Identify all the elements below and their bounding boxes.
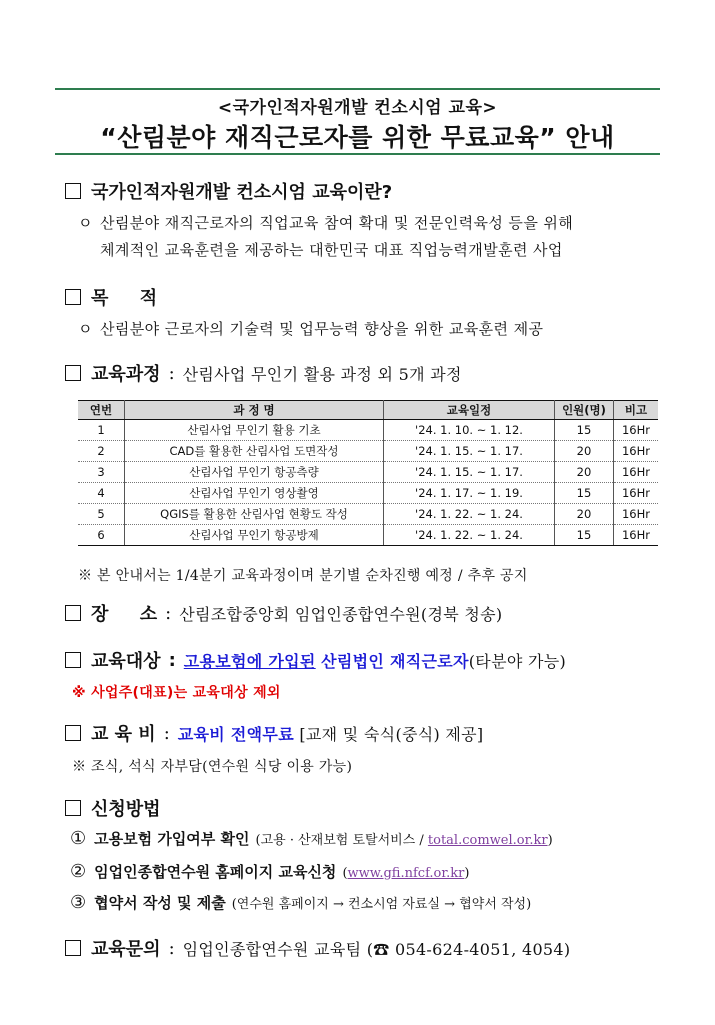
step-number: ③ (70, 892, 87, 913)
target-warning: ※ 사업주(대표)는 교육대상 제외 (72, 685, 281, 701)
col-header: 연번 (78, 401, 125, 420)
section-fee-heading: 교 육 비 : 교육비 전액무료 [교재 및 숙식(중식) 제공] (65, 720, 483, 746)
table-row: 6 산림사업 무인기 항공방제 '24. 1. 22. ~ 1. 24. 15 16Hr (78, 525, 658, 546)
checkbox-square-icon (65, 652, 81, 668)
course-table (78, 400, 658, 546)
table-row: 4 산림사업 무인기 영상촬영 '24. 1. 17. ~ 1. 19. 15 16Hr (78, 483, 658, 504)
table-header-row (78, 401, 658, 420)
purpose-text: ㅇ 산림분야 근로자의 기술력 및 업무능력 향상을 위한 교육훈련 제공 (78, 316, 543, 343)
target-extra: (타분야 가능) (468, 651, 567, 671)
target-insured: 고용보험에 가입된 (183, 651, 316, 671)
courses-note: ※ 본 안내서는 1/4분기 교육과정이며 분기별 순차진행 예정 / 추후 공지 (78, 568, 528, 584)
courses-summary: 산림사업 무인기 활용 과정 외 5개 과정 (182, 364, 462, 384)
section-heading: 국가인적자원개발 컨소시엄 교육이란? (91, 182, 393, 203)
contact-phone: 054-624-4051, 4054) (394, 939, 571, 959)
col-header: 비고 (614, 401, 659, 420)
table-row: 2 CAD를 활용한 산림사업 도면작성 '24. 1. 15. ~ 1. 17. 20 16Hr (78, 441, 658, 462)
checkbox-square-icon (65, 289, 81, 305)
bottom-rule (55, 153, 660, 155)
section-heading: 교육대상 (91, 651, 161, 672)
contact-text: 임업인종합연수원 교육팀 ( (182, 939, 374, 959)
bullet-icon: ㅇ (78, 214, 93, 232)
col-header: 교육일정 (384, 401, 555, 420)
step-label: 고용보험 가입여부 확인 (94, 830, 250, 848)
fee-highlight: 교육비 전액무료 (177, 724, 294, 744)
section-heading: 교육과정 (91, 364, 161, 385)
step-label: 임업인종합연수원 홈페이지 교육신청 (94, 863, 337, 881)
table-row: 1 산림사업 무인기 활용 기초 '24. 1. 10. ~ 1. 12. 15 16Hr (78, 420, 658, 441)
checkbox-square-icon (65, 365, 81, 381)
table-row: 5 QGIS를 활용한 산림사업 현황도 작성 '24. 1. 22. ~ 1. 24. 20 16Hr (78, 504, 658, 525)
col-header: 인원(명) (555, 401, 614, 420)
step-number: ① (70, 828, 87, 849)
about-text: ㅇ 산림분야 재직근로자의 직업교육 참여 확대 및 전문인력육성 등을 위해 체계적인 교육훈련을 제공하는 대한민국 대표 직업능력개발훈련 사업 (78, 210, 573, 264)
section-heading: 장 소 (91, 604, 158, 625)
apply-step-1: ① 고용보험 가입여부 확인 (고용 · 산재보험 토탈서비스 / total.comwel.or.kr) (70, 828, 553, 849)
page-subtitle: <국가인적자원개발 컨소시엄 교육> (217, 98, 498, 118)
section-courses-heading: 교육과정 : 산림사업 무인기 활용 과정 외 5개 과정 (65, 360, 462, 386)
section-venue-heading: 장 소 : 산림조합중앙회 임업인종합연수원(경북 청송) (65, 600, 502, 626)
section-about-heading (65, 178, 392, 204)
table-row: 3 산림사업 무인기 항공측량 '24. 1. 15. ~ 1. 17. 20 16Hr (78, 462, 658, 483)
phone-icon: ☎ (373, 939, 390, 959)
section-heading: 교육문의 (91, 939, 161, 960)
section-heading: 목 적 (91, 288, 158, 309)
section-heading: 교 육 비 (91, 724, 156, 745)
step-number: ② (70, 861, 87, 882)
apply-step-2: ② 임업인종합연수원 홈페이지 교육신청 (www.gfi.nfcf.or.kr) (70, 861, 470, 882)
total-comwel-link[interactable]: total.comwel.or.kr (427, 833, 548, 848)
section-contact-heading: 교육문의 : 임업인종합연수원 교육팀 (☎ 054-624-4051, 4054) (65, 935, 570, 961)
section-heading: 신청방법 (91, 799, 161, 820)
apply-step-3: ③ 협약서 작성 및 제출 (연수원 홈페이지 → 컨소시엄 자료실 → 협약서 작성) (70, 892, 532, 913)
checkbox-square-icon (65, 800, 81, 816)
page-title: “산림분야 재직근로자를 위한 무료교육” 안내 (100, 123, 615, 152)
gfi-nfcf-link[interactable]: www.gfi.nfcf.or.kr (347, 866, 465, 881)
top-rule (55, 88, 660, 90)
col-header: 과 정 명 (125, 401, 384, 420)
target-workers: 산림법인 재직근로자 (321, 651, 469, 671)
checkbox-square-icon (65, 725, 81, 741)
checkbox-square-icon (65, 183, 81, 199)
fee-note: ※ 조식, 석식 자부담(연수원 식당 이용 가능) (72, 759, 353, 775)
checkbox-square-icon (65, 605, 81, 621)
fee-rest: [교재 및 숙식(중식) 제공] (299, 724, 484, 744)
section-apply-heading (65, 795, 161, 821)
checkbox-square-icon (65, 940, 81, 956)
bullet-icon: ㅇ (78, 320, 93, 338)
section-target-heading: 교육대상 : 고용보험에 가입된 산림법인 재직근로자(타분야 가능) (65, 647, 566, 673)
venue-text: 산림조합중앙회 임업인종합연수원(경북 청송) (179, 604, 503, 624)
section-purpose-heading (65, 284, 157, 310)
step-label: 협약서 작성 및 제출 (94, 894, 226, 912)
